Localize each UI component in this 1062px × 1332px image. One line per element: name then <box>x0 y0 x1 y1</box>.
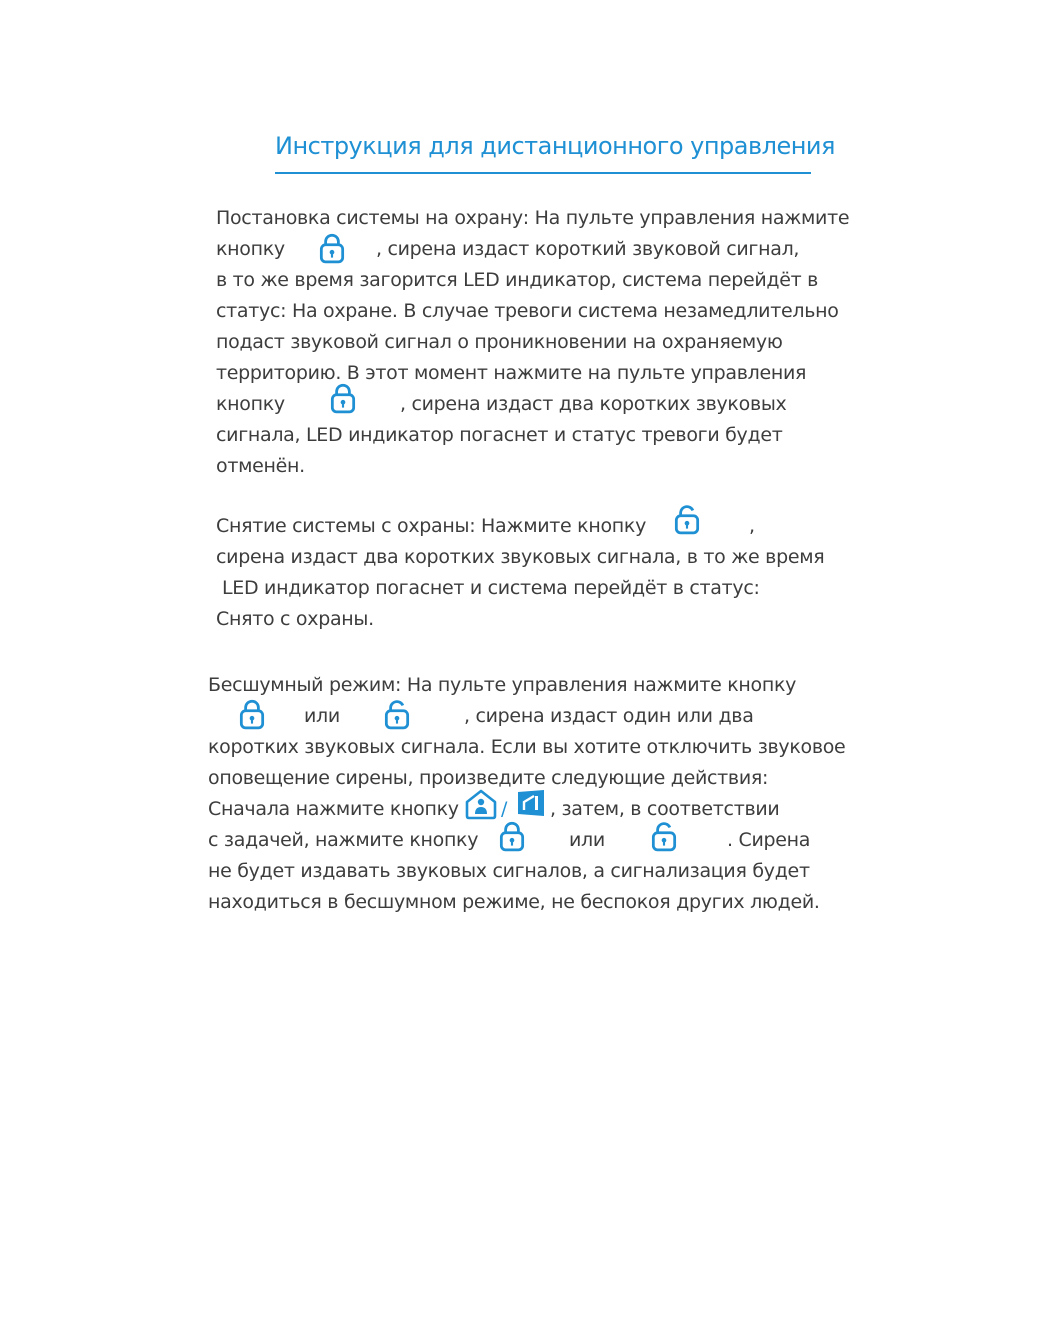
mode-separator: / <box>501 798 508 820</box>
silent-line-7: не будет издавать звуковых сигналов, а сигнализация будет <box>208 860 810 882</box>
arm-line-9: отменён. <box>216 455 305 477</box>
arm-line-5: подаст звуковой сигнал о проникновении на охраняемую <box>216 331 783 353</box>
panel-mode-icon <box>516 788 546 818</box>
page-title: Инструкция для дистанционного управления <box>275 132 835 160</box>
arm-line-1: Постановка системы на охрану: На пульте управления нажмите <box>216 207 850 229</box>
lock-open-icon <box>650 820 678 852</box>
arm-line-8: сигнала, LED индикатор погаснет и статус тревоги будет <box>216 424 783 446</box>
silent-line-5-rest: , затем, в соответствии <box>550 798 780 820</box>
silent-line-5: Сначала нажмите кнопку <box>208 798 459 820</box>
silent-line-6-rest: . Сирена <box>727 829 811 851</box>
silent-line-2-or: или <box>304 705 340 727</box>
lock-open-icon <box>383 698 411 730</box>
arm-line-6: территорию. В этот момент нажмите на пульте управления <box>216 362 807 384</box>
silent-line-2-rest: , сирена издаст один или два <box>464 705 754 727</box>
arm-line-7-rest: , сирена издаст два коротких звуковых <box>400 393 787 415</box>
disarm-line-1: Снятие системы с охраны: Нажмите кнопку <box>216 515 647 537</box>
silent-line-1: Бесшумный режим: На пульте управления нажмите кнопку <box>208 674 797 696</box>
disarm-line-3: LED индикатор погаснет и система перейдёт в статус: <box>222 577 760 599</box>
lock-closed-icon <box>498 820 526 852</box>
arm-line-4: статус: На охране. В случае тревоги система незамедлительно <box>216 300 839 322</box>
silent-line-6-or: или <box>569 829 605 851</box>
arm-line-3: в то же время загорится LED индикатор, система перейдёт в <box>216 269 819 291</box>
silent-line-8: находиться в бесшумном режиме, не беспокоя других людей. <box>208 891 820 913</box>
arm-line-2-rest: , сирена издаст короткий звуковой сигнал, <box>376 238 800 260</box>
lock-closed-icon <box>238 698 266 730</box>
lock-open-icon <box>673 503 701 535</box>
arm-line-7: кнопку <box>216 393 285 415</box>
disarm-line-4: Снято с охраны. <box>216 608 374 630</box>
silent-line-6: с задачей, нажмите кнопку <box>208 829 479 851</box>
silent-line-4: оповещение сирены, произведите следующие действия: <box>208 767 769 789</box>
disarm-line-1-comma: , <box>749 515 755 537</box>
lock-closed-icon <box>318 232 346 264</box>
lock-closed-icon <box>329 382 357 414</box>
disarm-line-2: сирена издаст два коротких звуковых сигнала, в то же время <box>216 546 825 568</box>
arm-line-2: кнопку <box>216 238 285 260</box>
title-underline <box>275 172 811 174</box>
silent-line-3: коротких звуковых сигнала. Если вы хотите отключить звуковое <box>208 736 846 758</box>
home-mode-icon <box>463 788 499 820</box>
